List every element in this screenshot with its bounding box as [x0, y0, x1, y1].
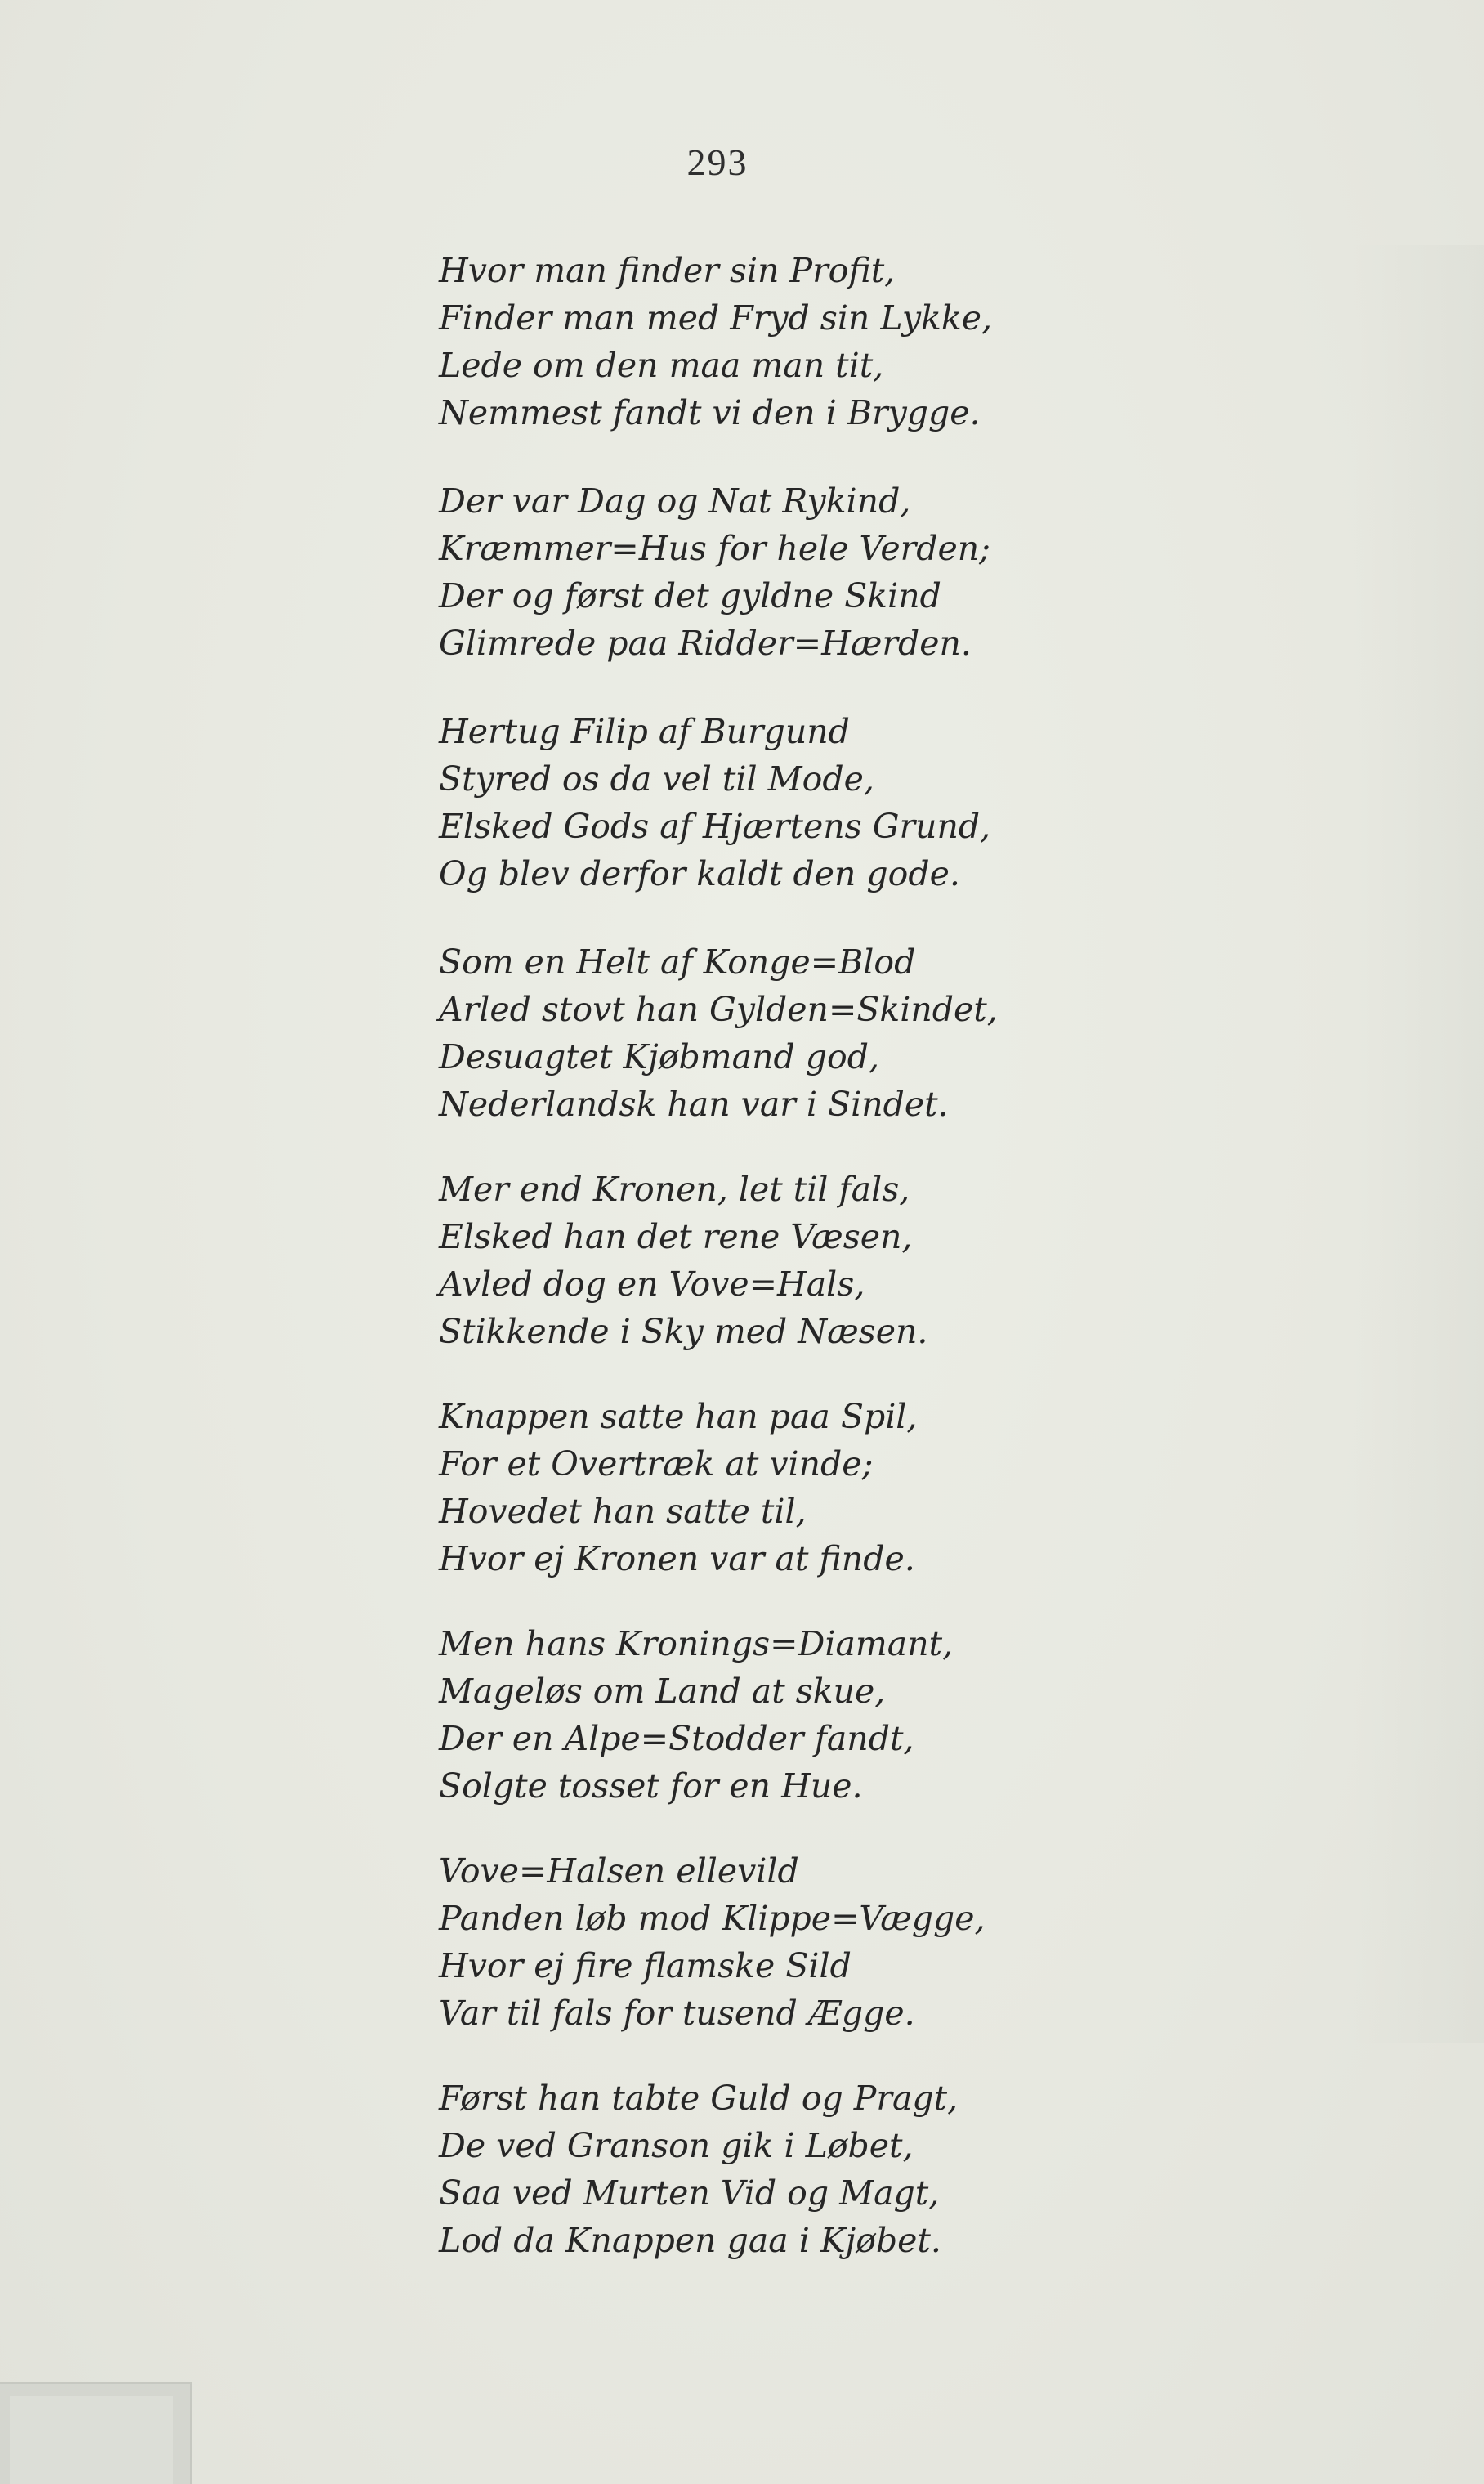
poem-line: Solgte tosset for en Hue.: [439, 1766, 863, 1806]
poem-line: Hovedet han satte til,: [439, 1492, 807, 1531]
poem-line: Stikkende i Sky med Næsen.: [439, 1312, 928, 1351]
stanza-spacer: [439, 897, 1379, 938]
stanza-6: [439, 1393, 1379, 1582]
poem: [439, 247, 1379, 2264]
poem-line: Nederlandsk han var i Sindet.: [439, 1085, 949, 1124]
poem-line: Først han tabte Guld og Pragt,: [439, 2079, 959, 2118]
poem-line: Mer end Kronen, let til fals,: [439, 1170, 910, 1209]
scanner-edge-artifact: [0, 2382, 192, 2484]
scanner-edge-inner: [10, 2396, 173, 2484]
poem-line: Og blev derfor kaldt den gode.: [439, 854, 960, 893]
poem-line: Der en Alpe=Stodder fandt,: [439, 1719, 914, 1758]
stanza-2: [439, 477, 1379, 667]
poem-line: Arled stovt han Gylden=Skindet,: [439, 990, 998, 1029]
poem-line: Men hans Kronings=Diamant,: [439, 1624, 954, 1663]
poem-line: For et Overtræk at vinde;: [439, 1444, 874, 1484]
stanza-spacer: [439, 1810, 1379, 1847]
poem-line: Elsked han det rene Væsen,: [439, 1217, 913, 1256]
stanza-3: [439, 708, 1379, 897]
stanza-9: [439, 2074, 1379, 2264]
page-number: 293: [686, 141, 749, 183]
stanza-8: [439, 1847, 1379, 2037]
poem-line: Panden løb mod Klippe=Vægge,: [439, 1899, 986, 1938]
poem-line: Desuagtet Kjøbmand god,: [439, 1037, 880, 1076]
poem-line: Der og først det gyldne Skind: [439, 576, 941, 615]
poem-line: Elsked Gods af Hjærtens Grund,: [439, 807, 991, 846]
poem-line: Vove=Halsen ellevild: [439, 1851, 799, 1891]
poem-line: Styred os da vel til Mode,: [439, 759, 874, 799]
poem-line: Som en Helt af Konge=Blod: [439, 942, 916, 982]
stanza-spacer: [439, 1582, 1379, 1620]
poem-line: Lod da Knappen gaa i Kjøbet.: [439, 2221, 941, 2260]
poem-line: Hvor ej fire flamske Sild: [439, 1946, 852, 1985]
poem-line: De ved Granson gik i Løbet,: [439, 2126, 914, 2165]
stanza-spacer: [439, 436, 1379, 477]
poem-line: Var til fals for tusend Ægge.: [439, 1994, 915, 2033]
poem-line: Knappen satte han paa Spil,: [439, 1397, 918, 1436]
poem-line: Hvor man finder sin Profit,: [439, 251, 896, 290]
poem-line: Glimrede paa Ridder=Hærden.: [439, 624, 972, 663]
poem-line: Avled dog en Vove=Hals,: [439, 1264, 865, 1304]
poem-line: Hvor ej Kronen var at finde.: [439, 1539, 915, 1578]
stanza-5: [439, 1166, 1379, 1355]
poem-line: Nemmest fandt vi den i Brygge.: [439, 393, 981, 432]
stanza-spacer: [439, 1128, 1379, 1166]
stanza-1: [439, 247, 1379, 436]
poem-line: Kræmmer=Hus for hele Verden;: [439, 529, 990, 568]
stanza-spacer: [439, 2037, 1379, 2074]
stanza-4: [439, 938, 1379, 1128]
poem-line: Mageløs om Land at skue,: [439, 1672, 886, 1711]
stanza-spacer: [439, 1355, 1379, 1393]
poem-line: Finder man med Fryd sin Lykke,: [439, 298, 993, 338]
poem-line: Der var Dag og Nat Rykind,: [439, 481, 911, 521]
stanza-7: [439, 1620, 1379, 1810]
stanza-spacer: [439, 667, 1379, 708]
poem-line: Lede om den maa man tit,: [439, 346, 884, 385]
poem-line: Saa ved Murten Vid og Magt,: [439, 2173, 940, 2213]
poem-line: Hertug Filip af Burgund: [439, 712, 850, 751]
